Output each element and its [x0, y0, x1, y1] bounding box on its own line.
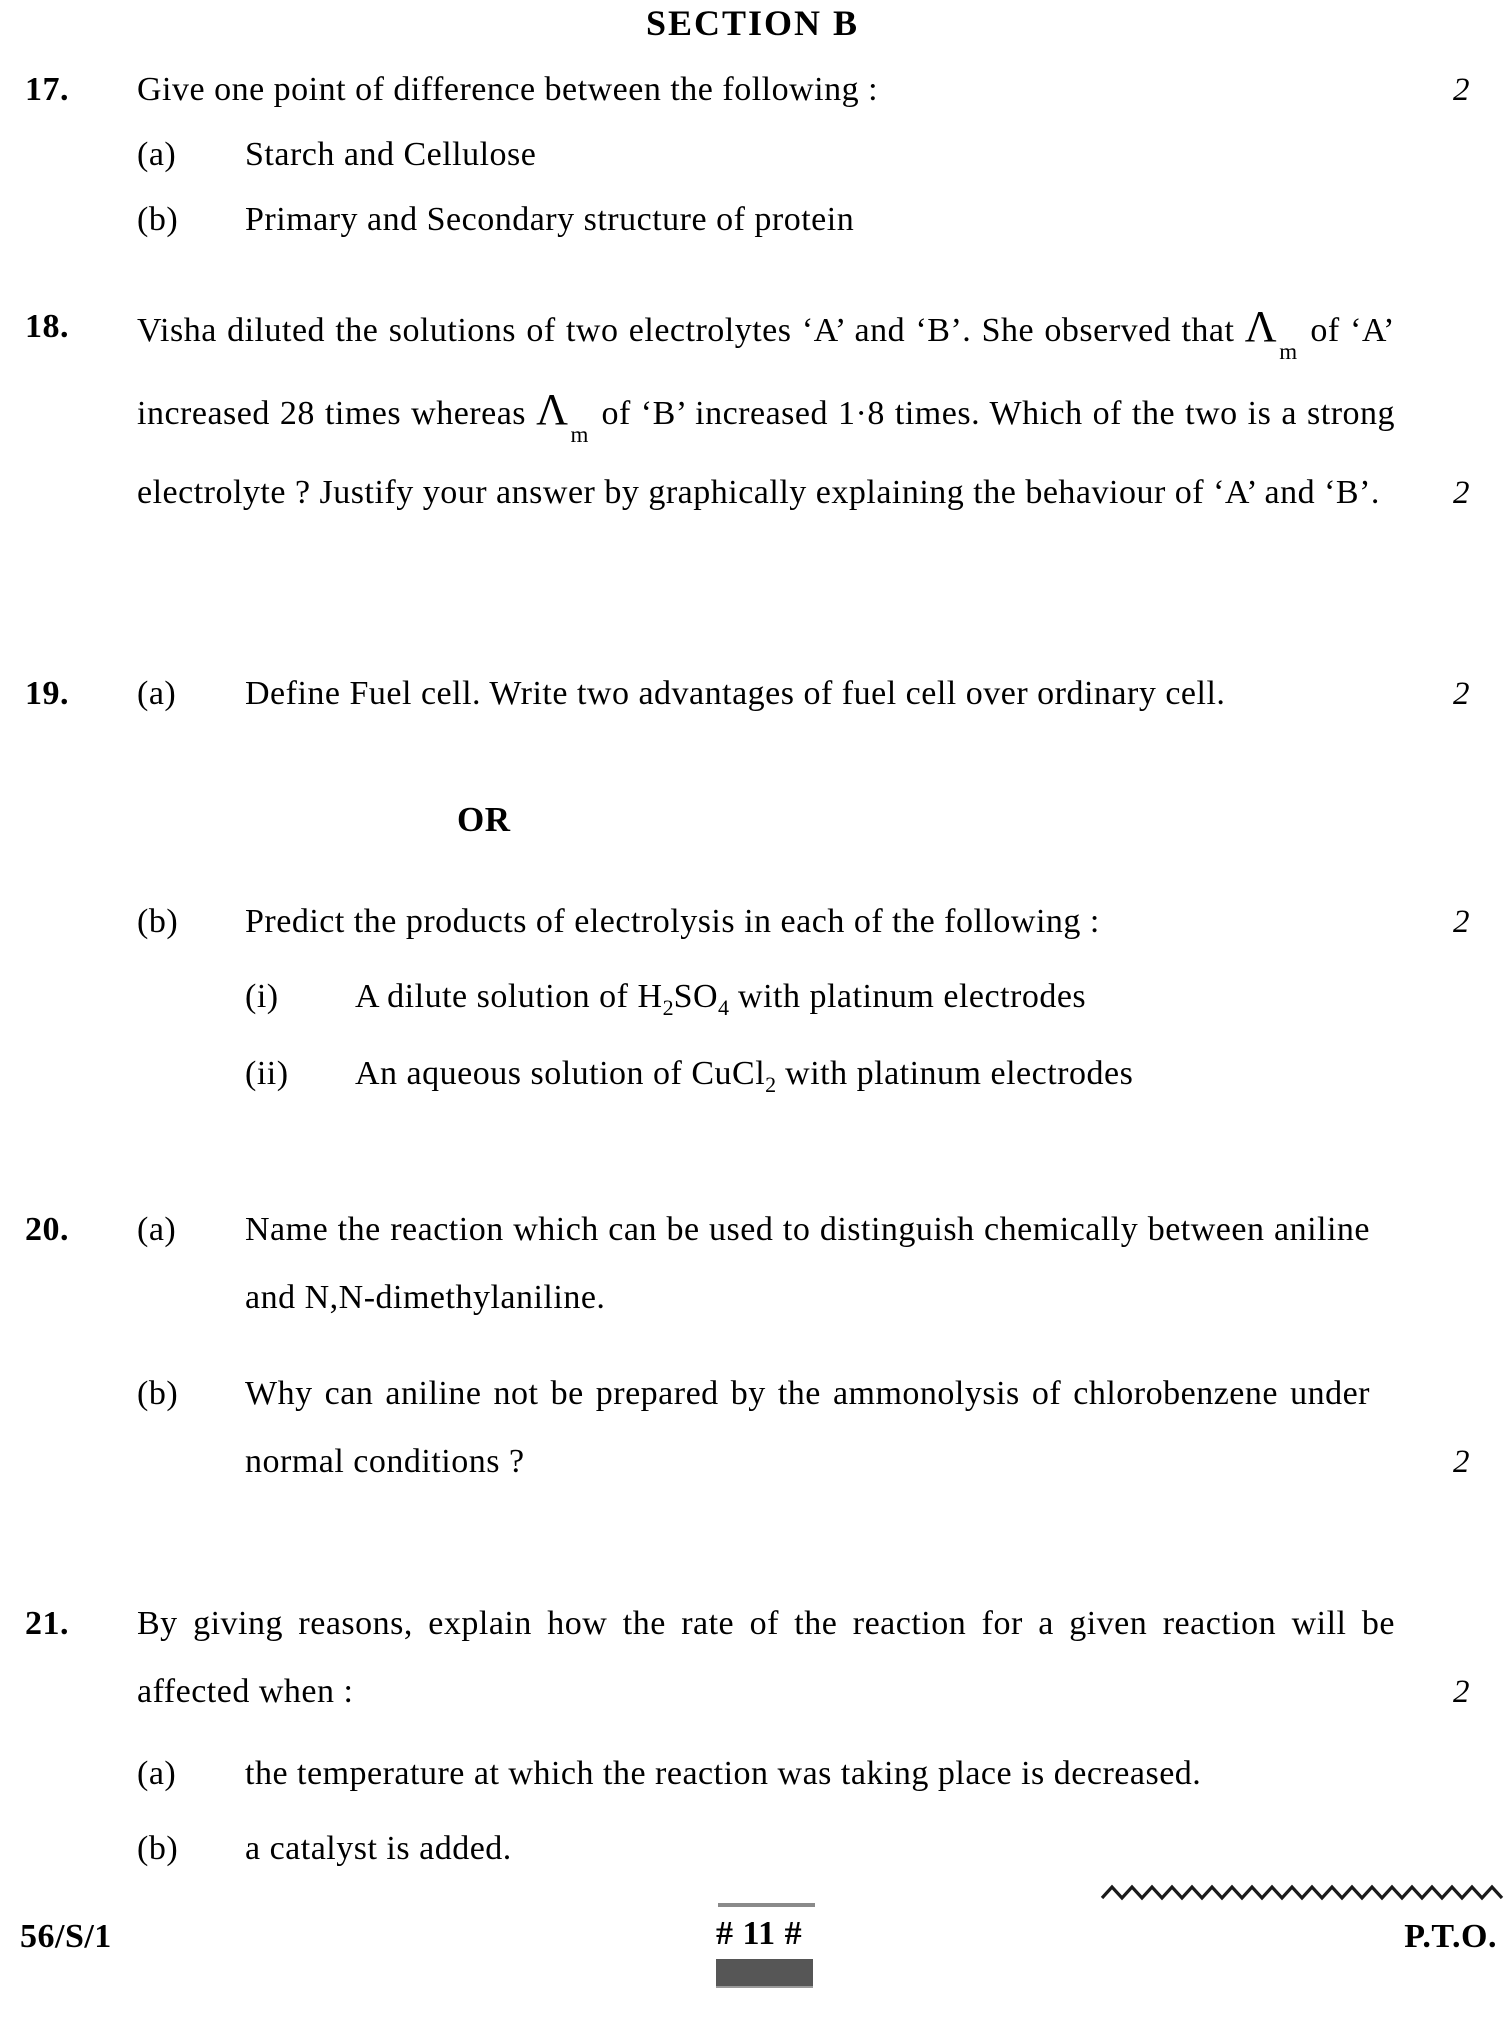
question-19a-marks: 2 — [1453, 676, 1470, 712]
question-20b-text-block — [245, 1360, 1470, 1496]
question-18-marks: 2 — [1453, 474, 1470, 511]
question-19b-i-text — [355, 963, 1470, 1042]
lambda-m-subscript: m — [570, 421, 589, 447]
question-18-seg1: Visha diluted the solutions of two electrolytes ‘A’ and ‘B’. She observed that — [137, 312, 1235, 349]
question-18-seg2: of ‘A’ increased 28 times whereas — [137, 312, 1395, 432]
question-21a-label: (a) — [137, 1755, 177, 1792]
question-21b-text-block — [245, 1815, 1470, 1883]
question-19a-text: Define Fuel cell. Write two advantages of fuel cell over ordinary cell. — [245, 675, 1226, 712]
pto-label: P.T.O. — [1404, 1918, 1497, 1955]
question-18-text — [137, 293, 1395, 527]
question-20a-label: (a) — [137, 1211, 177, 1248]
question-17a-label: (a) — [137, 136, 177, 173]
question-21a-text-block — [245, 1740, 1470, 1808]
footer-redaction-block — [716, 1959, 813, 1988]
zigzag-line — [1100, 1882, 1505, 1904]
question-19b-i-tail: with platinum electrodes — [729, 978, 1087, 1015]
question-17a-text: Starch and Cellulose — [245, 136, 537, 173]
question-20b-label: (b) — [137, 1375, 179, 1412]
question-21-text-block — [137, 1590, 1470, 1726]
formula-subscript: 4 — [718, 994, 730, 1020]
question-21-number: 21. — [25, 1605, 69, 1642]
formula-cucl2-part: An aqueous solution of CuCl — [355, 1055, 766, 1092]
question-18-number: 18. — [25, 308, 69, 345]
question-17b-text: Primary and Secondary structure of protein — [245, 201, 855, 238]
question-19b-ii-text-block — [355, 1040, 1470, 1119]
question-20-number: 20. — [25, 1211, 69, 1248]
question-19b-marks: 2 — [1453, 904, 1470, 940]
question-19b-i-text-block — [355, 963, 1470, 1042]
question-17a-text-block — [245, 121, 1470, 189]
question-18-text-block — [137, 293, 1470, 527]
paper-code: 56/S/1 — [20, 1918, 112, 1955]
question-19b-i-label: (i) — [245, 978, 279, 1015]
question-21b-label: (b) — [137, 1830, 179, 1867]
question-21a-text: the temperature at which the reaction was taking place is decreased. — [245, 1755, 1202, 1792]
question-20a-text: Name the reaction which can be used to distinguish chemically between aniline and N,N-dimethylaniline. — [245, 1211, 1370, 1316]
question-17-text-block — [137, 56, 1470, 124]
question-19b-ii-label: (ii) — [245, 1055, 289, 1092]
question-17b-label: (b) — [137, 201, 179, 238]
question-21-marks: 2 — [1453, 1674, 1470, 1710]
question-21b-text: a catalyst is added. — [245, 1830, 512, 1867]
formula-subscript: 2 — [765, 1071, 777, 1097]
question-19-number: 19. — [25, 675, 69, 712]
question-21-text: By giving reasons, explain how the rate of the reaction for a given reaction will be affected when : — [137, 1605, 1395, 1710]
lambda-m-symbol: Λ — [1244, 302, 1278, 351]
question-19a-label: (a) — [137, 675, 177, 712]
question-19b-text-block — [245, 888, 1470, 956]
question-17b-text-block — [245, 186, 1470, 254]
question-18-seg3: of ‘B’ increased 1·8 times. Which of the two is a strong electrolyte ? Justify your answer by graphically explaining the behaviour of ‘A’ and ‘B’. — [137, 394, 1396, 511]
question-17-number: 17. — [25, 71, 69, 108]
page-number-rule — [718, 1903, 815, 1907]
question-20b-text: Why can aniline not be prepared by the ammonolysis of chlorobenzene under normal conditions ? — [245, 1375, 1370, 1480]
formula-h2so4-part: SO — [673, 978, 719, 1015]
question-19b-ii-text — [355, 1040, 1470, 1119]
question-17-marks: 2 — [1453, 72, 1470, 108]
section-title: SECTION B — [645, 3, 860, 43]
question-20a-text-block — [245, 1196, 1470, 1332]
or-separator: OR — [457, 800, 511, 839]
question-20b-marks: 2 — [1453, 1444, 1470, 1480]
question-19a-text-block — [245, 660, 1470, 728]
formula-h2so4-part: A dilute solution of H — [355, 978, 663, 1015]
formula-subscript: 2 — [662, 994, 674, 1020]
page-number: # 11 # — [716, 1915, 803, 1952]
question-19b-text: Predict the products of electrolysis in each of the following : — [245, 903, 1100, 940]
question-19b-ii-tail: with platinum electrodes — [776, 1055, 1134, 1092]
lambda-m-subscript: m — [1279, 338, 1298, 364]
lambda-m-symbol: Λ — [536, 384, 569, 434]
question-17-text: Give one point of difference between the following : — [137, 71, 879, 108]
question-19b-label: (b) — [137, 903, 179, 940]
